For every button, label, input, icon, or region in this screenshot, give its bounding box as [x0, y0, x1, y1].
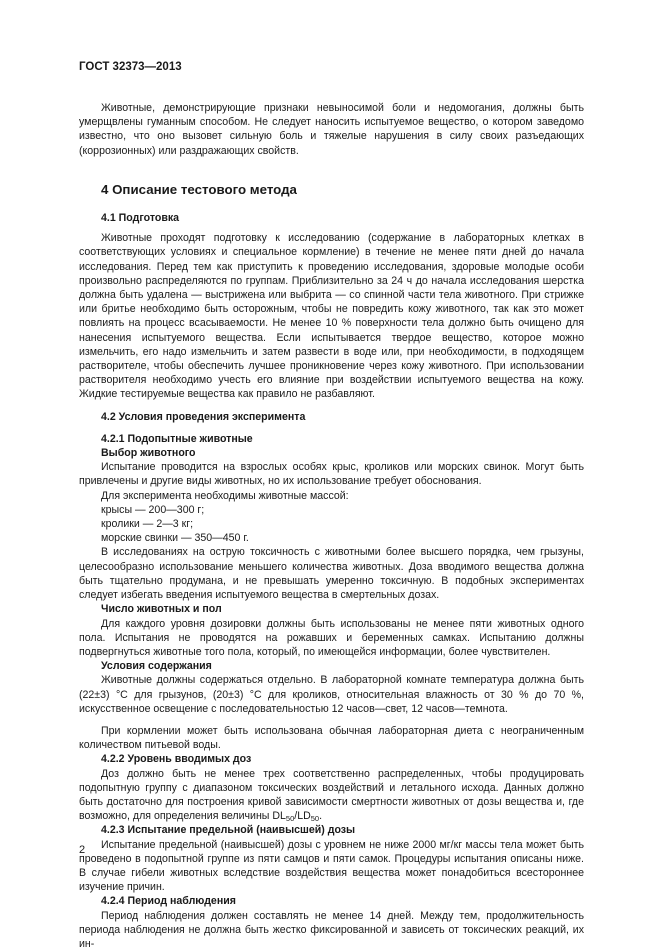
- section-4-1-title: 4.1 Подготовка: [101, 212, 180, 225]
- section-4-2-2-text: Доз должно быть не менее трех соответственно распределенных, чтобы продуцировать подопытную группу с диапазоном токсических воздействий и летального исхода. Данных должно быть достаточно для построения кривой зависимости смертности животных от дозы вещества и, где возможно, для определения величины $DL_{50}/LD_{50}$.: [79, 767, 584, 824]
- section-4-2-2-title: 4.2.2 Уровень вводимых доз: [101, 753, 252, 766]
- mass-rats: крысы — 200—300 г;: [101, 503, 205, 516]
- section-4-2-3-text: Испытание предельной (наивысшей) дозы с уровнем не ниже 2000 мг/кг массы тела может быть проведено в подопытной группе из пяти самцов и пяти самок. Процедуры испытания описаны ниже. В случае гибели животных вследствие воздействия вещества может понадобиться всестороннее изучение причин.: [79, 838, 584, 894]
- section-4-2-3-title: 4.2.3 Испытание предельной (наивысшей) дозы: [101, 824, 356, 837]
- housing-conditions-title: Условия содержания: [101, 660, 212, 673]
- section-4-2-4-title: 4.2.4 Период наблюдения: [101, 895, 236, 908]
- animal-selection-text: Испытание проводится на взрослых особях крыс, кроликов или морских свинок. Могут быть привлечены и другие виды животных, но их использование требует обоснования.: [79, 461, 584, 488]
- animal-count-text: Для каждого уровня дозировки должны быть использованы не менее пяти животных одного пола. Испытания не проводятся на рожавших и беременных самках. Испытанию должны подвергнуться животные того пола, который, по имеющейся информации, более чувствителен.: [79, 617, 584, 658]
- section-4-2-4-text: Период наблюдения должен составлять не менее 14 дней. Между тем, продолжительность периода наблюдения не должна быть жестко фиксированной и зависеть от токсических реакций, их ин-: [79, 909, 584, 950]
- page-number: 2: [79, 844, 86, 856]
- section-4-1-text: Животные проходят подготовку к исследованию (содержание в лабораторных клетках в соответствующих условиях и специальное кормление) в течение не менее пяти дней до начала исследования. Перед тем как приступить к проведению исследования, здоровые молодые особи произвольно распределяются по группам. Приблизительно за 24 ч до начала исследования шерстка должна быть удалена — выстрижена или выбрита — со спинной части тела животного. При стрижке или бритье необходимо быть осторожным, чтобы не повредить кожу животного, так как это может повлиять на процесс всасываемости. Не менее 10 % поверхности тела должно быть очищено для нанесения испытуемого вещества. Если испытывается твердое вещество, которое можно измельчить, его надо измельчить и затем развести в воде или, при необходимости, в подходящем растворителе, чтобы обеспечить лучшее проникновение через кожу животного. При использовании растворителя необходимо учесть его влияние при воздействии испытуемого вещества на кожу. Жидкие тестируемые вещества как правило не разбавляют.: [79, 232, 584, 401]
- animal-selection-title: Выбор животного: [101, 447, 196, 460]
- intro-paragraph: Животные, демонстрирующие признаки невыносимой боли и недомогания, должны быть умерщвлены гуманным способом. Не следует наносить испытуемое вещество, о котором заведомо известно, что оно вызовет сильную боль и тяжелые нарушения в силу своих разъедающих (коррозионных) или раздражающих свойств.: [79, 102, 584, 157]
- section-4-title: 4 Описание тестового метода: [101, 181, 297, 197]
- higher-animals-text: В исследованиях на острую токсичность с животными более высшего порядка, чем грызуны, целесообразно использование меньшего количества животных. Доза вводимого вещества должна быть тщательно продумана, и не превышать умеренно токсичную. В подобных экспериментах следует избегать введения испытуемого вещества в смертельных дозах.: [79, 546, 584, 602]
- housing-conditions-text: Животные должны содержаться отдельно. В лабораторной комнате температура должна быть (22±3) °С для грызунов, (20±3) °С для кроликов, относительная влажность от 30 % до 70 %, искусственное освещение с последовательностью 12 часов—свет, 12 часов—темнота.: [79, 674, 584, 715]
- feeding-text: При кормлении может быть использована обычная лабораторная диета с неограниченным количеством питьевой воды.: [79, 724, 584, 752]
- section-4-2-title: 4.2 Условия проведения эксперимента: [101, 410, 306, 423]
- mass-rabbits: кролики — 2—3 кг;: [101, 518, 194, 531]
- animal-mass-intro: Для эксперимента необходимы животные массой:: [101, 489, 349, 502]
- standard-header: ГОСТ 32373—2013: [79, 61, 182, 73]
- section-4-2-1-title: 4.2.1 Подопытные животные: [101, 432, 253, 445]
- document-body: [79, 101, 584, 951]
- mass-guinea-pigs: морские свинки — 350—450 г.: [101, 532, 249, 545]
- animal-count-title: Число животных и пол: [101, 603, 222, 616]
